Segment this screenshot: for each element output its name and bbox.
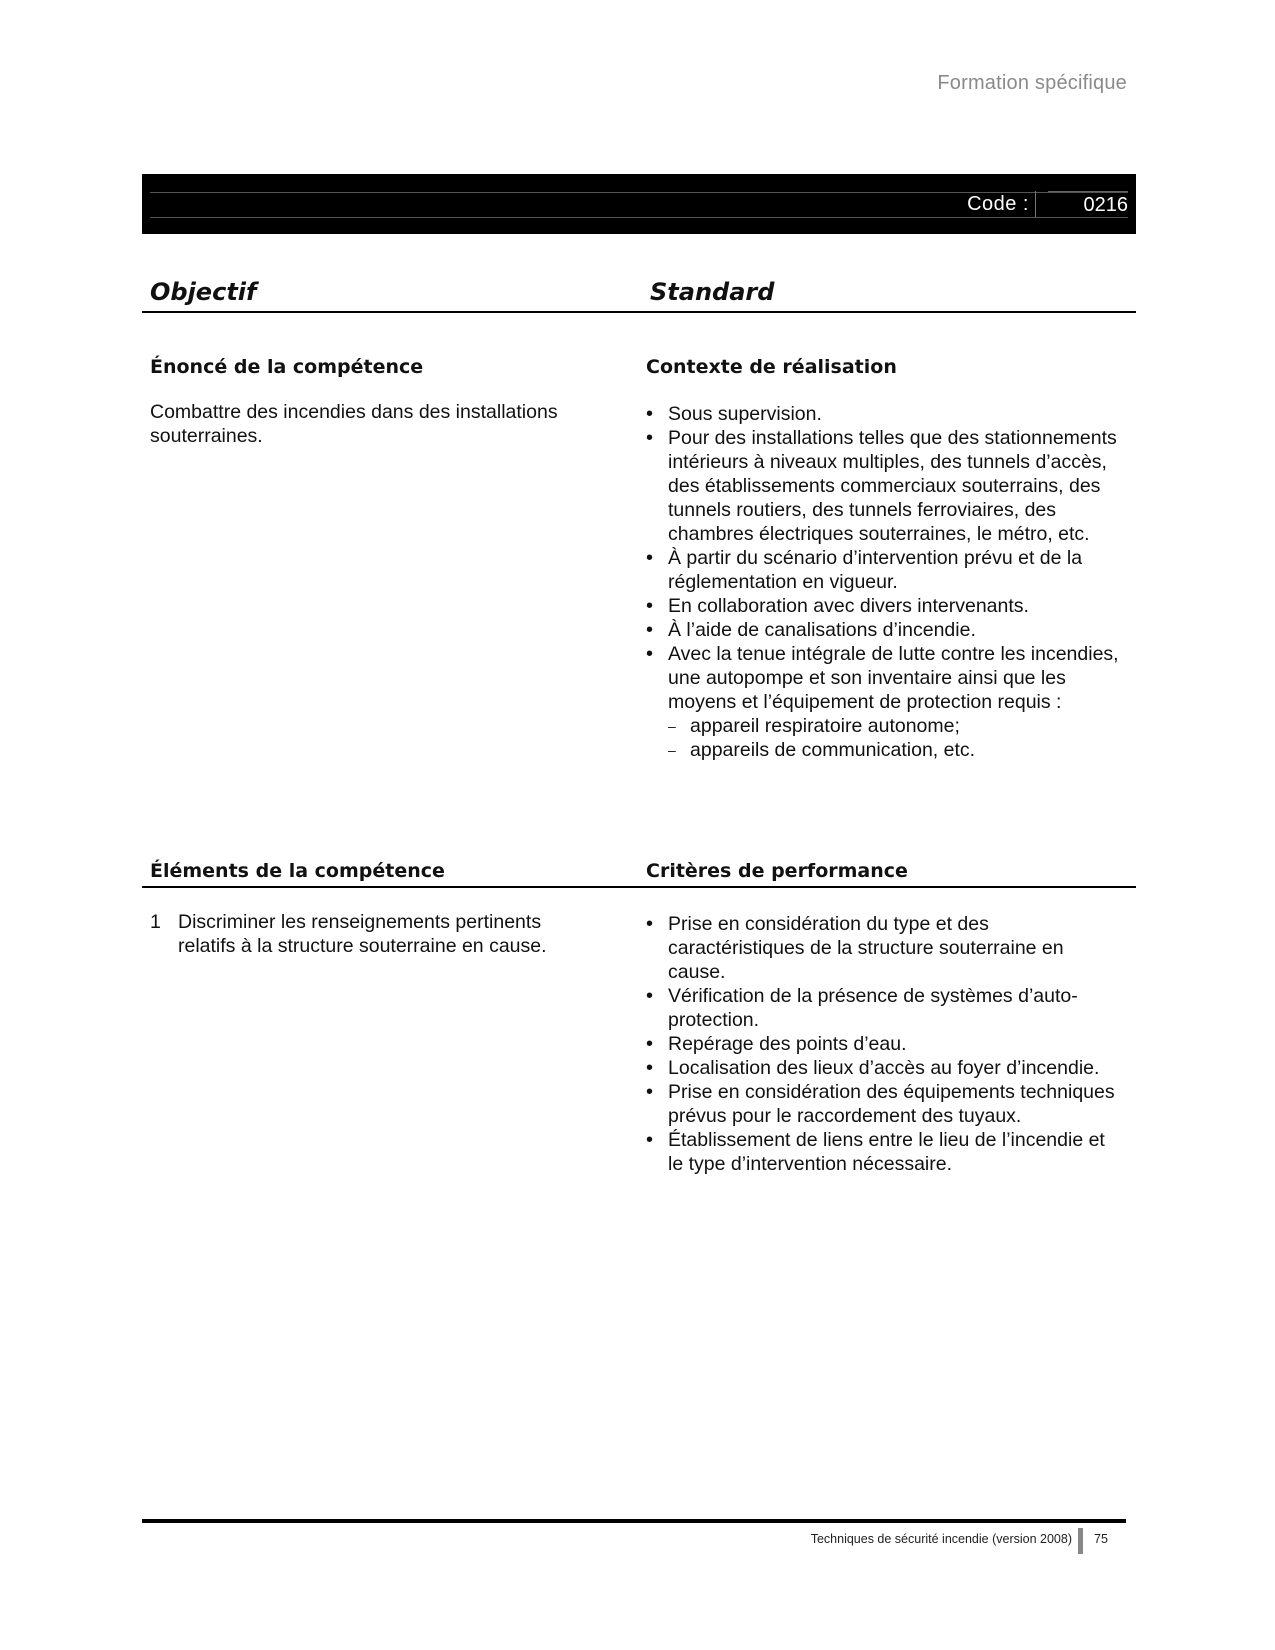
contexte-item: • Pour des installations telles que des stationnements intérieurs à niveaux multiples, des tunnels d’accès, des établissements commerciaux souterrains, des tunnels routiers, des tunnels ferroviaires, des chambres électriques souterraines, le métro, etc.	[646, 426, 1130, 546]
enonce-line: souterraines.	[150, 425, 263, 447]
criteres-title: Critères de performance	[646, 860, 908, 882]
criteres-rule	[142, 886, 1136, 888]
code-label: Code :	[961, 191, 1036, 217]
footer-separator	[1078, 1528, 1083, 1554]
code-bar-line	[150, 217, 1128, 218]
element-item	[150, 910, 590, 958]
heading-rule	[142, 311, 1136, 313]
objectif-heading: Objectif	[150, 278, 257, 306]
critere-item: • Repérage des points d’eau.	[646, 1032, 1116, 1056]
contexte-item: • En collaboration avec divers intervenants.	[646, 594, 1130, 618]
enonce-title: Énoncé de la compétence	[150, 356, 424, 378]
criteres-list	[646, 912, 1116, 1176]
page-number: 75	[1094, 1532, 1108, 1546]
contexte-subitem: – appareil respiratoire autonome;	[668, 714, 1130, 738]
critere-item: • Localisation des lieux d’accès au foyer d’incendie.	[646, 1056, 1116, 1080]
standard-heading: Standard	[650, 278, 775, 306]
contexte-subitem: – appareils de communication, etc.	[668, 738, 1130, 762]
elements-list	[150, 910, 590, 958]
critere-item: • Prise en considération des équipements techniques prévus pour le raccordement des tuyaux.	[646, 1080, 1116, 1128]
critere-item: • Établissement de liens entre le lieu de l’incendie et le type d’intervention nécessaire.	[646, 1128, 1116, 1176]
element-text: Discriminer les renseignements pertinents relatifs à la structure souterraine en cause.	[178, 911, 547, 957]
enonce-text	[150, 400, 620, 448]
code-value: 0216	[1048, 191, 1128, 218]
contexte-item	[646, 642, 1130, 762]
contexte-item-text: Avec la tenue intégrale de lutte contre les incendies, une autopompe et son inventaire ainsi que les moyens et l’équipement de protection requis :	[668, 643, 1119, 713]
contexte-item: • Sous supervision.	[646, 402, 1130, 426]
critere-item: • Vérification de la présence de systèmes d’auto-protection.	[646, 984, 1116, 1032]
contexte-title: Contexte de réalisation	[646, 356, 897, 378]
footer-title: Techniques de sécurité incendie (version 2008)	[810, 1532, 1072, 1546]
footer-rule	[142, 1519, 1126, 1523]
page-header: Formation spécifique	[937, 72, 1127, 94]
enonce-line: Combattre des incendies dans des installations	[150, 401, 558, 423]
code-bar	[142, 174, 1136, 234]
contexte-item: • À partir du scénario d’intervention prévu et de la réglementation en vigueur.	[646, 546, 1130, 594]
contexte-sublist	[668, 714, 1130, 762]
element-number: 1	[150, 911, 161, 933]
critere-item: • Prise en considération du type et des caractéristiques de la structure souterraine en cause.	[646, 912, 1116, 984]
elements-title: Éléments de la compétence	[150, 860, 445, 882]
contexte-list	[646, 402, 1130, 762]
contexte-item: • À l’aide de canalisations d’incendie.	[646, 618, 1130, 642]
